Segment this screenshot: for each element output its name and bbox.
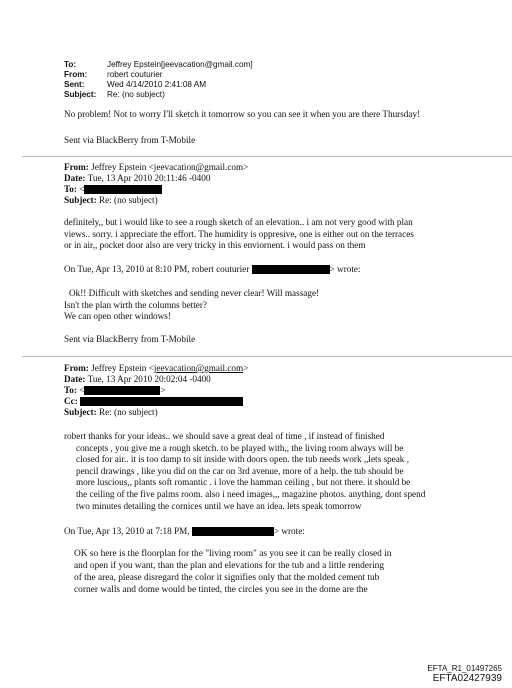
email2-body [64, 217, 414, 252]
subject-label: Subject: [64, 90, 97, 99]
body-line: the ceiling of the five palms room. also i need images,,, magazine photos. anything, dont spend [76, 488, 426, 499]
email3-date-label: Date: [64, 374, 86, 384]
email2-quote [64, 288, 319, 323]
body-line: definitely,, but i would like to see a rough sketch of an elevation.. i am not very good with plan [64, 217, 413, 227]
email3-to-label: To: [64, 385, 77, 395]
quote-intro-text: On Tue, Apr 13, 2010 at 7:18 PM, [64, 526, 190, 536]
email3-subject-label: Subject: [64, 407, 97, 417]
quote-line: Isn't the plan wirth the columns better? [64, 299, 208, 310]
email2-to-label: To: [64, 184, 77, 194]
email2-quote-intro [64, 264, 361, 276]
email2-date-label: Date: [64, 173, 86, 183]
quote-line: and open if you want, than the plan and elevations for the tub and a little rendering [74, 561, 385, 571]
separator-2 [22, 356, 512, 357]
email1-body: No problem! Not to worry I'll sketch it tomorrow so you can see it when you are there Thursday! [64, 109, 421, 119]
email3-date-line [64, 374, 211, 386]
email3-to-end: > [160, 385, 166, 395]
email3-from-label: From: [64, 363, 89, 373]
body-line: two minutes detailing the cornices until we have an idea. lets speak tomorrow [76, 500, 362, 511]
email2-from-value: Jeffrey Epstein <jeevacation@gmail.com> [91, 162, 249, 172]
email3-from-name: Jeffrey Epstein < [91, 363, 154, 373]
email3-quote-intro [64, 526, 305, 538]
quote-line: of the area, please disregard the color it signifies only that the molded cement tub [74, 573, 380, 583]
email3-from-line [64, 363, 248, 375]
subject-value: Re: (no subject) [107, 90, 165, 99]
email3-subject-value: Re: (no subject) [98, 407, 158, 417]
quote-intro-wrote: > wrote: [273, 526, 305, 536]
to-value: Jeffrey Epstein[jeevacation@gmail.com] [107, 60, 253, 69]
quote-line: corner walls and dome would be tinted, the circles you see in the dome are the [74, 585, 368, 595]
to-label: To: [64, 60, 77, 69]
email3-date-value: Tue, 13 Apr 2010 20:02:04 -0400 [87, 374, 211, 384]
email3-body [64, 431, 425, 512]
footer-ref-1: EFTA_R1_01497265 [427, 664, 502, 673]
quote-line: OK so here is the floorplan for the "living room" as you see it can be really closed in [74, 549, 392, 559]
quote-line: Ok!! Difficult with sketches and sending never clear! Will massage! [69, 288, 320, 298]
email2-date-line [64, 173, 210, 185]
email3-to-line [64, 385, 166, 397]
body-line: views.. sorry. i appreciate the effort. The humidity is oppresive, one is either out on the terraces [64, 228, 414, 239]
email2-to-value: < [79, 184, 85, 194]
separator-1 [22, 156, 512, 157]
email3-cc-line [64, 396, 243, 408]
email2-subject-label: Subject: [64, 195, 97, 205]
email3-cc-label: Cc: [64, 396, 78, 406]
email2-subject-value: Re: (no subject) [98, 195, 158, 205]
quote-intro-text: On Tue, Apr 13, 2010 at 8:10 PM, robert couturier [64, 264, 250, 274]
email3-from-end: > [243, 363, 249, 373]
from-label: From: [64, 70, 88, 79]
body-line: closed for air.. it is too damp to sit inside with doors open. the tub needs work ,,lets speak , [76, 454, 409, 465]
body-line: robert thanks for your ideas.. we should save a great deal of time , if instead of finished [64, 431, 385, 441]
from-value: robert couturier [107, 70, 163, 79]
redaction-bar [192, 527, 274, 536]
quote-line: We can open other windows! [64, 311, 171, 322]
body-line: more luscious,, plants soft romantic . i love the hamman ceiling , but not there. it should be [76, 477, 411, 488]
redaction-bar [80, 397, 243, 406]
body-line: pencil drawings , like you did on the car on 3rd avenue, more of a help. the tub should be [76, 465, 404, 476]
email1-header [64, 60, 364, 102]
email2-signature: Sent via BlackBerry from T-Mobile [64, 334, 196, 344]
sent-value: Wed 4/14/2010 2:41:08 AM [107, 80, 207, 89]
sent-label: Sent: [64, 80, 85, 89]
email-link[interactable]: jeevacation@gmail.com [153, 363, 244, 373]
email1-signature: Sent via BlackBerry from T-Mobile [64, 135, 196, 145]
redaction-bar [252, 265, 330, 274]
email2-date-value: Tue, 13 Apr 2010 20:11:46 -0400 [87, 173, 211, 183]
email3-quote [74, 548, 391, 596]
email2-to-line [64, 184, 162, 196]
email3-to-value: < [79, 385, 85, 395]
quote-intro-wrote: > wrote: [329, 264, 361, 274]
email3-subject-line [64, 407, 158, 419]
body-line: or in air,, pocket door also are very tricky in this enviornent. i would pass on them [64, 240, 366, 251]
email2-from-line [64, 162, 248, 174]
body-line: concepts , you give me a rough sketch. to be played with,, the living room always will be [76, 442, 404, 453]
redaction-bar [84, 386, 160, 395]
redaction-bar [84, 185, 162, 194]
footer-ref-2: EFTA02427939 [432, 673, 502, 684]
email2-subject-line [64, 195, 158, 207]
email2-from-label: From: [64, 162, 89, 172]
